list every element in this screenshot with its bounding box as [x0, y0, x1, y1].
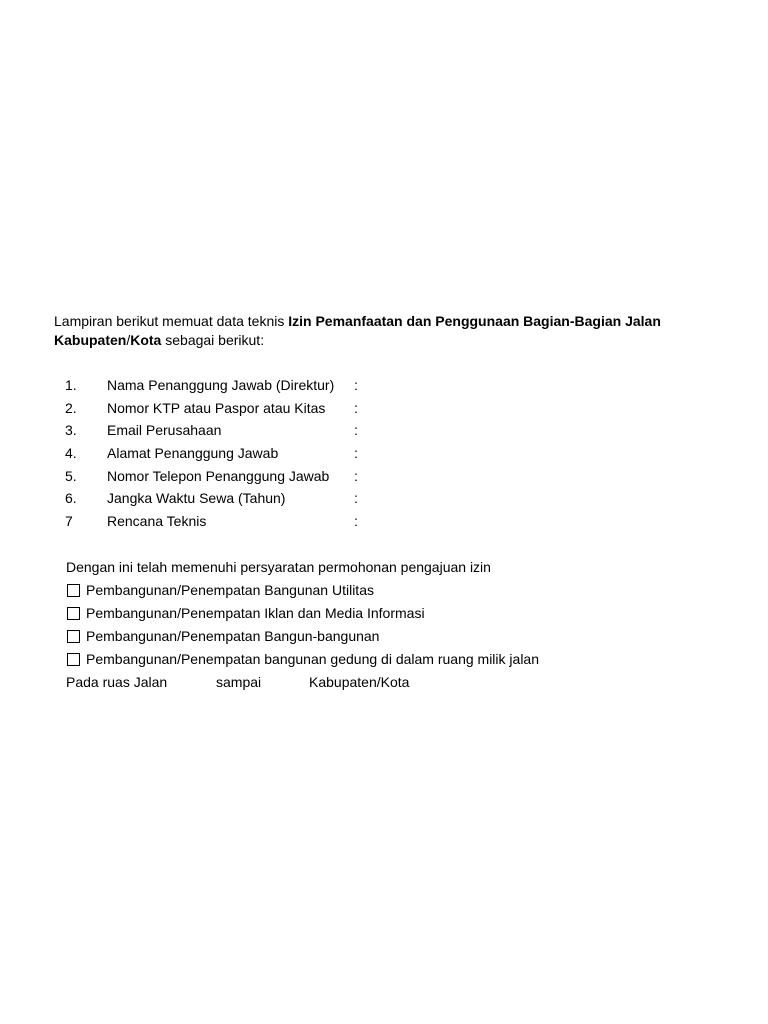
requirement-option[interactable] — [66, 602, 706, 625]
intro-bold-title-2b: Kota — [130, 332, 162, 348]
checkbox-icon[interactable] — [67, 630, 80, 643]
data-list — [65, 374, 705, 533]
item-number: 4. — [65, 445, 77, 462]
item-number: 1. — [65, 377, 77, 393]
list-item — [65, 397, 705, 420]
list-item — [65, 465, 705, 488]
item-colon: : — [354, 399, 358, 416]
requirement-option-label: Pembangunan/Penempatan Bangunan Utilitas — [86, 582, 374, 598]
item-label: Nomor Telepon Penanggung Jawab — [107, 467, 330, 484]
requirement-option-label: Pembangunan/Penempatan bangunan gedung di dalam ruang milik jalan — [86, 651, 539, 667]
item-colon: : — [354, 422, 358, 439]
item-number: 2. — [65, 399, 77, 416]
intro-bold-title-1: Izin Pemanfaatan dan Penggunaan Bagian-Bagian Jalan — [288, 313, 661, 329]
item-label: Alamat Penanggung Jawab — [107, 445, 279, 462]
requirement-option[interactable] — [66, 579, 706, 602]
checkbox-icon[interactable] — [67, 653, 80, 666]
item-colon: : — [354, 467, 358, 484]
item-label: Nomor KTP atau Paspor atau Kitas — [107, 399, 326, 416]
requirement-option[interactable] — [66, 648, 706, 671]
item-label: Nama Penanggung Jawab (Direktur) — [107, 377, 335, 393]
checkbox-icon[interactable] — [67, 584, 80, 597]
item-label: Email Perusahaan — [107, 422, 222, 439]
checkbox-icon[interactable] — [67, 607, 80, 620]
intro-paragraph — [54, 312, 734, 350]
intro-bold-title-2a: Kabupaten — [54, 332, 127, 348]
intro-tail: sebagai berikut: — [161, 332, 265, 348]
road-line — [66, 671, 706, 694]
item-number: 7 — [65, 513, 73, 530]
item-number: 5. — [65, 467, 77, 484]
requirement-option[interactable] — [66, 625, 706, 648]
item-label: Jangka Waktu Sewa (Tahun) — [107, 490, 286, 507]
road-part-2: sampai — [216, 674, 262, 690]
requirement-option-label: Pembangunan/Penempatan Iklan dan Media Informasi — [86, 605, 425, 621]
item-label: Rencana Teknis — [107, 513, 207, 530]
item-colon: : — [354, 445, 358, 462]
item-colon: : — [354, 490, 358, 507]
requirements-title: Dengan ini telah memenuhi persyaratan permohonan pengajuan izin — [66, 559, 491, 575]
item-number: 3. — [65, 422, 77, 439]
road-part-1: Pada ruas Jalan — [66, 674, 168, 690]
requirement-option-label: Pembangunan/Penempatan Bangun-bangunan — [86, 628, 380, 644]
requirements-section — [66, 556, 706, 694]
item-number: 6. — [65, 490, 77, 507]
item-colon: : — [354, 377, 358, 393]
road-part-3: Kabupaten/Kota — [309, 674, 410, 690]
intro-slash: / — [126, 332, 131, 348]
list-item — [65, 442, 705, 465]
list-item — [65, 419, 705, 442]
intro-lead: Lampiran berikut memuat data teknis — [54, 313, 289, 329]
list-item — [65, 374, 705, 397]
list-item — [65, 510, 705, 533]
item-colon: : — [354, 513, 358, 530]
list-item — [65, 487, 705, 510]
